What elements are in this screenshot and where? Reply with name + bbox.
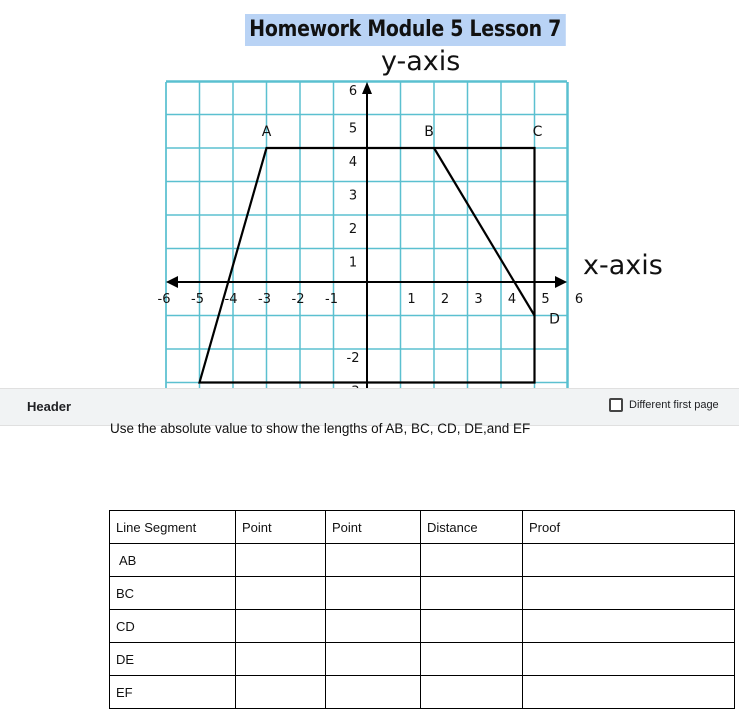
x-tick-label: -2	[291, 292, 305, 307]
x-tick-label: -5	[191, 292, 204, 307]
segment-table	[109, 510, 735, 709]
table-cell: EF	[110, 676, 236, 709]
x-axis-arrow-left-icon	[166, 276, 178, 288]
y-tick-label: 3	[348, 188, 358, 204]
point-label: D	[549, 311, 560, 328]
table-cell[interactable]	[523, 676, 735, 709]
table-row	[110, 577, 735, 610]
instructions-text: Use the absolute value to show the lengths of AB, BC, CD, DE,and EF	[110, 421, 531, 436]
table-header-row	[110, 511, 735, 544]
column-header: Distance	[421, 511, 523, 544]
table-cell[interactable]	[523, 643, 735, 676]
table-cell: DE	[110, 643, 236, 676]
table-row	[110, 610, 735, 643]
table-cell[interactable]	[421, 610, 523, 643]
x-tick-label: 1	[407, 292, 416, 307]
document-title: Homework Module 5 Lesson 7	[245, 14, 565, 46]
table-cell[interactable]	[421, 577, 523, 610]
x-tick-label: -6	[157, 292, 171, 307]
different-first-page-label: Different first page	[629, 399, 719, 411]
table-cell[interactable]	[421, 676, 523, 709]
segment-bd	[434, 148, 535, 316]
different-first-page-checkbox[interactable]	[609, 398, 623, 412]
table-cell[interactable]	[421, 643, 523, 676]
x-tick-label: -3	[258, 292, 271, 307]
y-tick-label: 2	[348, 222, 358, 237]
table-cell: AB	[110, 544, 236, 577]
x-tick-label: 2	[440, 292, 450, 307]
point-label: C	[532, 124, 543, 140]
point-label: B	[424, 124, 434, 140]
graph-axes	[166, 82, 567, 388]
y-axis-label: y-axis	[381, 46, 461, 77]
x-axis-label: x-axis	[583, 250, 663, 281]
y-tick-label: 4	[348, 155, 358, 170]
x-tick-label: 6	[574, 292, 584, 307]
table-cell[interactable]	[421, 544, 523, 577]
column-header: Proof	[523, 511, 735, 544]
x-tick-label: 4	[507, 292, 517, 307]
point-label: A	[261, 124, 272, 140]
table-cell[interactable]	[236, 643, 326, 676]
graph-tick-labels	[158, 84, 584, 400]
column-header: Line Segment	[110, 511, 236, 544]
y-axis-arrow-up-icon	[362, 82, 372, 94]
header-label: Header	[27, 399, 72, 414]
table-cell[interactable]	[236, 577, 326, 610]
x-axis-arrow-right-icon	[555, 276, 567, 288]
x-tick-label: 5	[541, 292, 550, 307]
y-tick-label: -2	[346, 351, 360, 366]
column-header: Point	[236, 511, 326, 544]
table-cell[interactable]	[326, 577, 421, 610]
table-cell[interactable]	[236, 610, 326, 643]
x-tick-label: -1	[325, 292, 338, 307]
table-cell[interactable]	[236, 676, 326, 709]
table-cell: CD	[110, 610, 236, 643]
table-cell[interactable]	[236, 544, 326, 577]
y-tick-label: 5	[348, 121, 358, 137]
x-tick-label: -4	[224, 292, 238, 307]
table-cell[interactable]	[326, 676, 421, 709]
table-row	[110, 544, 735, 577]
table-cell: BC	[110, 577, 236, 610]
table-cell[interactable]	[523, 610, 735, 643]
table-cell[interactable]	[326, 544, 421, 577]
table-cell[interactable]	[523, 544, 735, 577]
y-tick-label: 6	[348, 84, 358, 99]
table-cell[interactable]	[523, 577, 735, 610]
table-row	[110, 643, 735, 676]
table-row	[110, 676, 735, 709]
column-header: Point	[326, 511, 421, 544]
table-cell[interactable]	[326, 643, 421, 676]
y-tick-label: 1	[348, 255, 358, 271]
table-cell[interactable]	[326, 610, 421, 643]
different-first-page-option[interactable]	[609, 398, 719, 412]
x-tick-label: 3	[474, 292, 483, 307]
